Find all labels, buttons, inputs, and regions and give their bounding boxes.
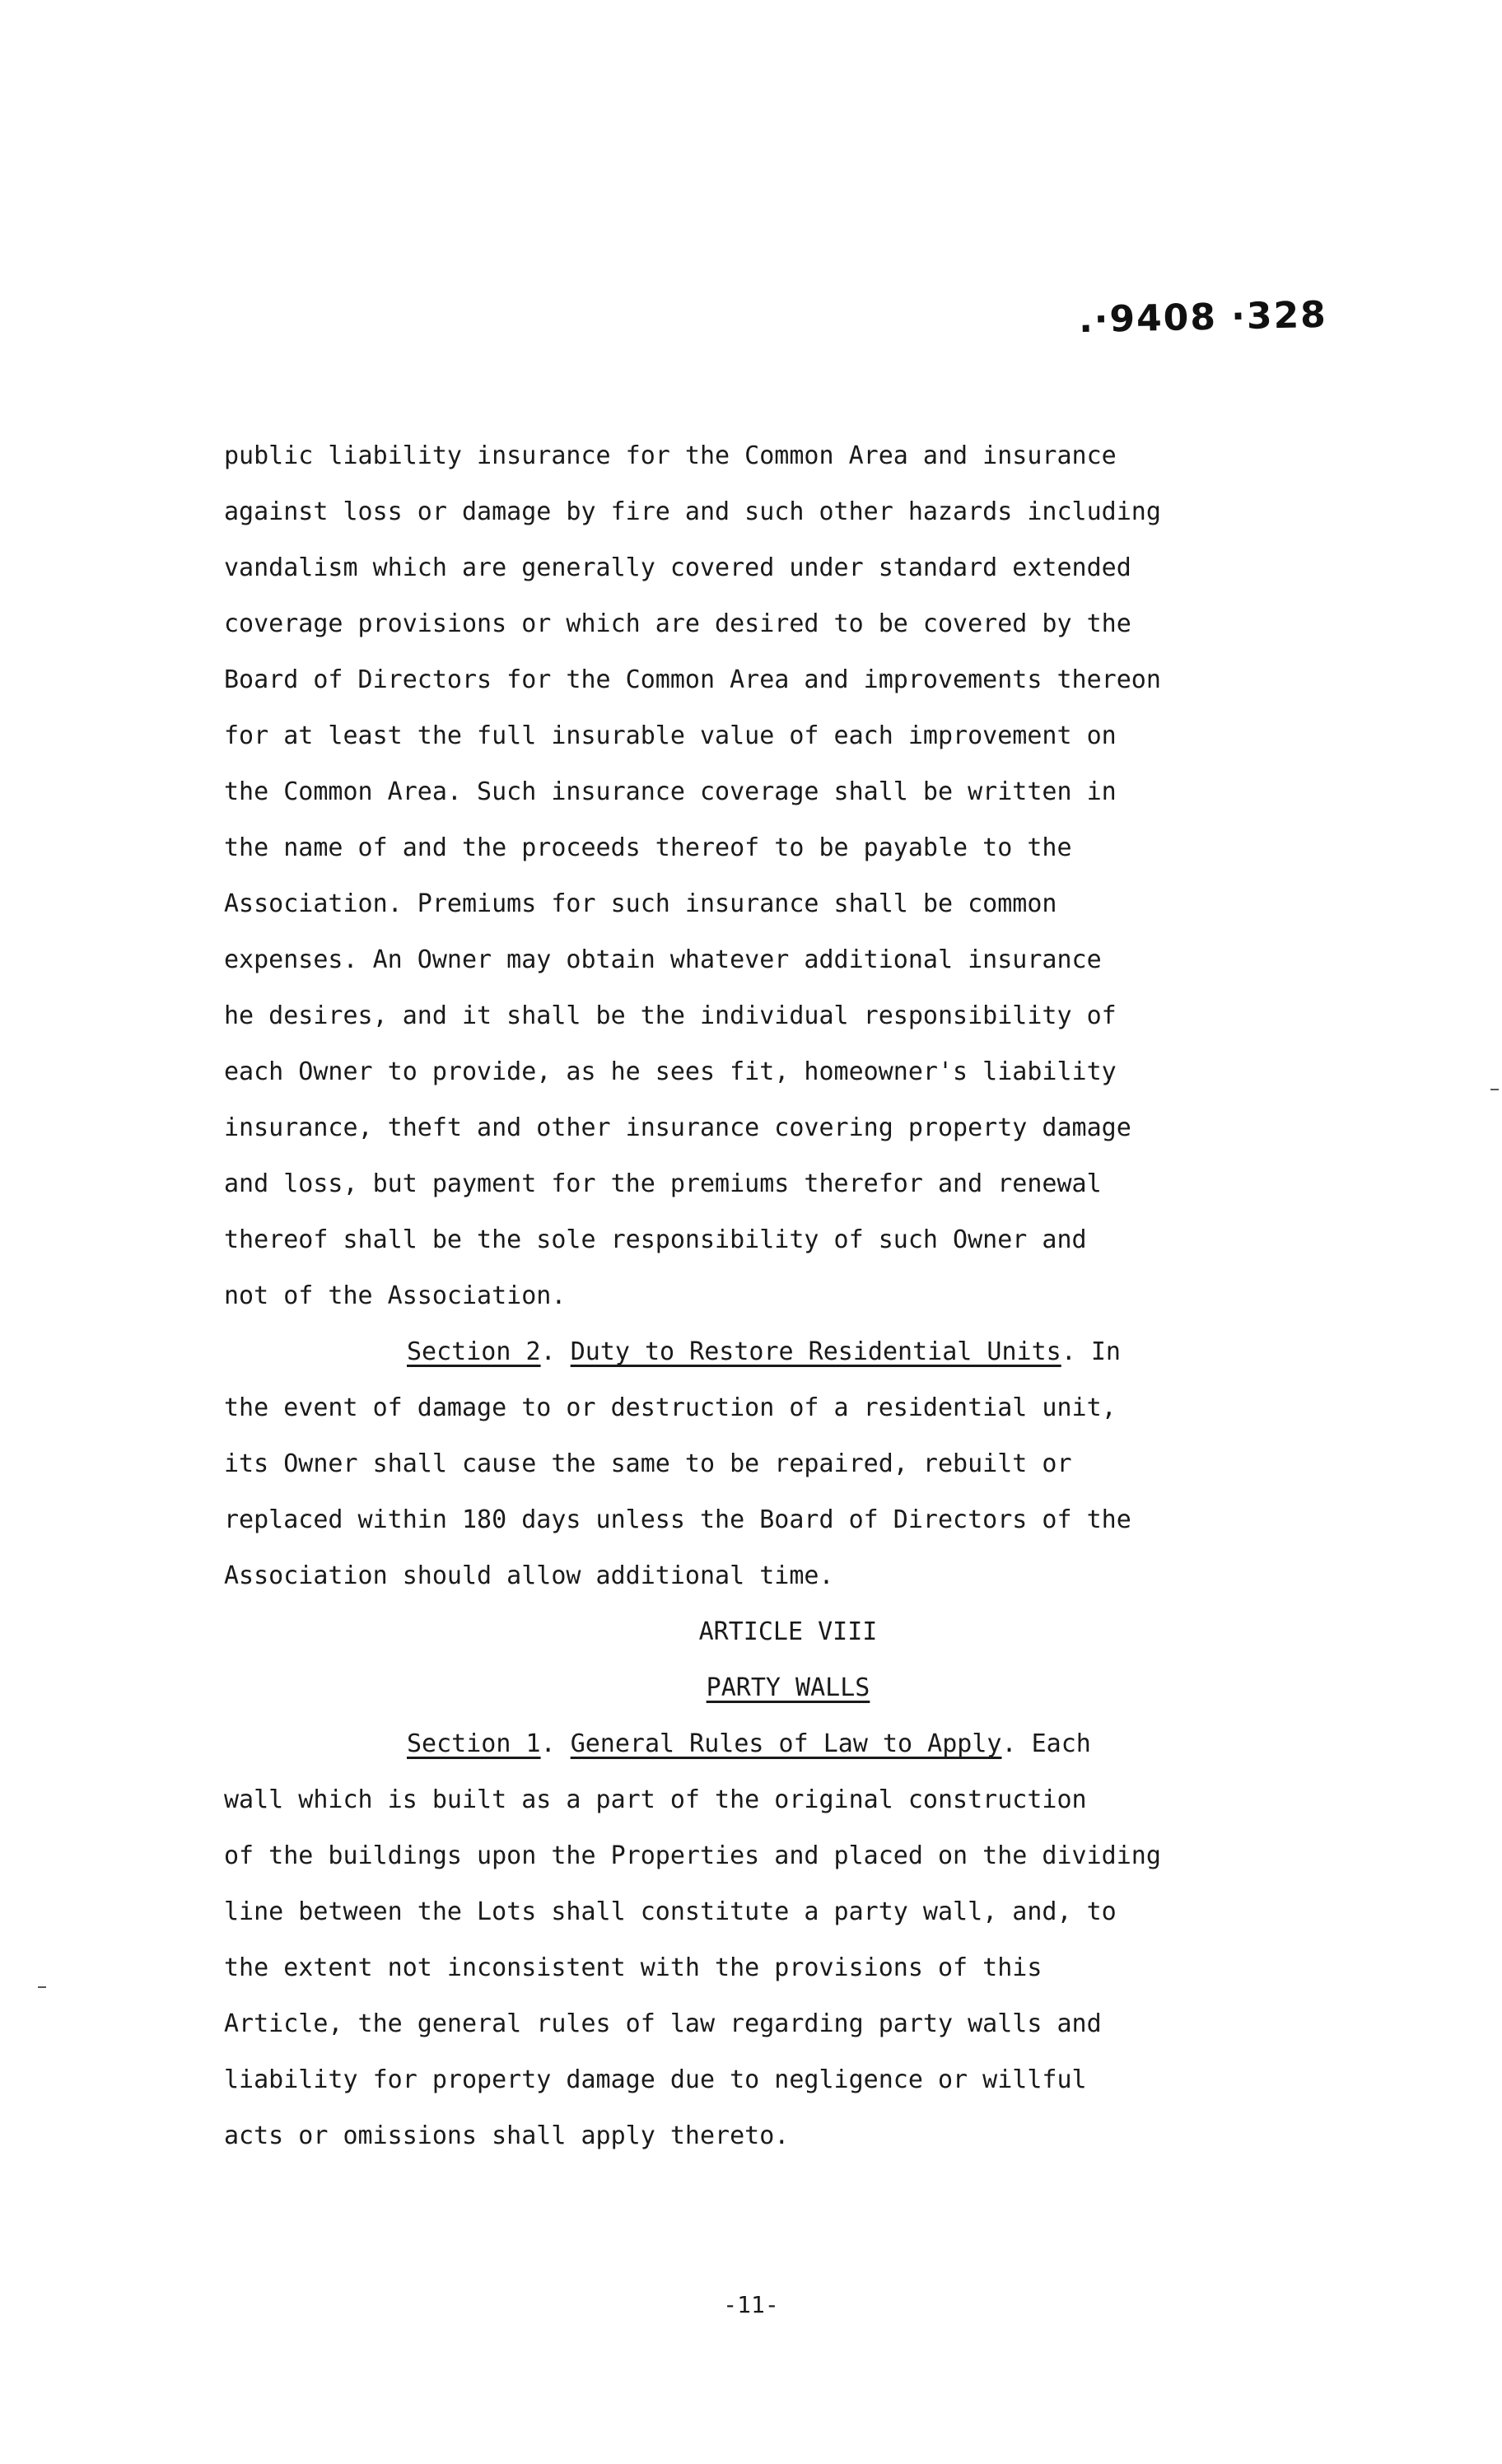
section-2-heading: Section 2 (407, 1337, 541, 1366)
body-line: for at least the full insurable value of each improvement on (224, 721, 1117, 750)
body-line: the name of and the proceeds thereof to be payable to the (224, 833, 1072, 862)
body-line: against loss or damage by fire and such other hazards including (224, 497, 1161, 526)
body-line: expenses. An Owner may obtain whatever additional insurance (224, 945, 1102, 974)
body-line: the extent not inconsistent with the provisions of this (224, 1953, 1043, 1982)
body-line: the Common Area. Such insurance coverage shall be written in (224, 777, 1117, 806)
section-2-title: Duty to Restore Residential Units (570, 1337, 1061, 1366)
body-line: Article, the general rules of law regarding party walls and (224, 2009, 1102, 2038)
section-2-heading-line: Section 2. Duty to Restore Residential Units. In (407, 1337, 1121, 1366)
article-title: PARTY WALLS (706, 1673, 870, 1702)
article-number: ARTICLE VIII (698, 1617, 878, 1646)
body-line: coverage provisions or which are desired to be covered by the (224, 609, 1131, 638)
body-line: line between the Lots shall constitute a party wall, and, to (224, 1897, 1117, 1926)
body-line: each Owner to provide, as he sees fit, homeowner's liability (224, 1057, 1117, 1086)
body-line: Board of Directors for the Common Area and improvements thereon (224, 665, 1161, 694)
body-line: vandalism which are generally covered under standard extended (224, 553, 1131, 582)
body-line: he desires, and it shall be the individual responsibility of (224, 1001, 1117, 1030)
body-line: thereof shall be the sole responsibility of such Owner and (224, 1225, 1087, 1254)
page-number: -11- (723, 2291, 779, 2318)
body-line: public liability insurance for the Common Area and insurance (224, 441, 1117, 470)
section-1-heading-line: Section 1. General Rules of Law to Apply. Each (407, 1729, 1091, 1758)
body-line: acts or omissions shall apply thereto. (224, 2121, 790, 2150)
body-line: insurance, theft and other insurance covering property damage (224, 1113, 1131, 1142)
body-line: not of the Association. (224, 1281, 567, 1310)
body-line: its Owner shall cause the same to be repaired, rebuilt or (224, 1449, 1072, 1478)
body-line: wall which is built as a part of the original construction (224, 1785, 1087, 1814)
section-2-lead: In (1090, 1337, 1121, 1366)
article-title-line (224, 1660, 1352, 1716)
book-page-reference: .·9408 ·328 (1078, 293, 1328, 342)
margin-tick (38, 1986, 46, 1988)
document-body (224, 428, 1352, 2164)
section-1-heading: Section 1 (407, 1729, 541, 1758)
body-line: Association should allow additional time. (224, 1561, 834, 1590)
body-line: of the buildings upon the Properties and placed on the dividing (224, 1841, 1161, 1870)
body-line: Association. Premiums for such insurance shall be common (224, 889, 1057, 918)
body-line: replaced within 180 days unless the Board of Directors of the (224, 1505, 1131, 1534)
body-line: liability for property damage due to negligence or willful (224, 2065, 1087, 2094)
body-line: and loss, but payment for the premiums therefor and renewal (224, 1169, 1102, 1198)
section-1-title: General Rules of Law to Apply (570, 1729, 1002, 1758)
section-1-lead: Each (1031, 1729, 1091, 1758)
body-line: the event of damage to or destruction of a residential unit, (224, 1393, 1117, 1422)
margin-tick (1490, 1089, 1499, 1090)
